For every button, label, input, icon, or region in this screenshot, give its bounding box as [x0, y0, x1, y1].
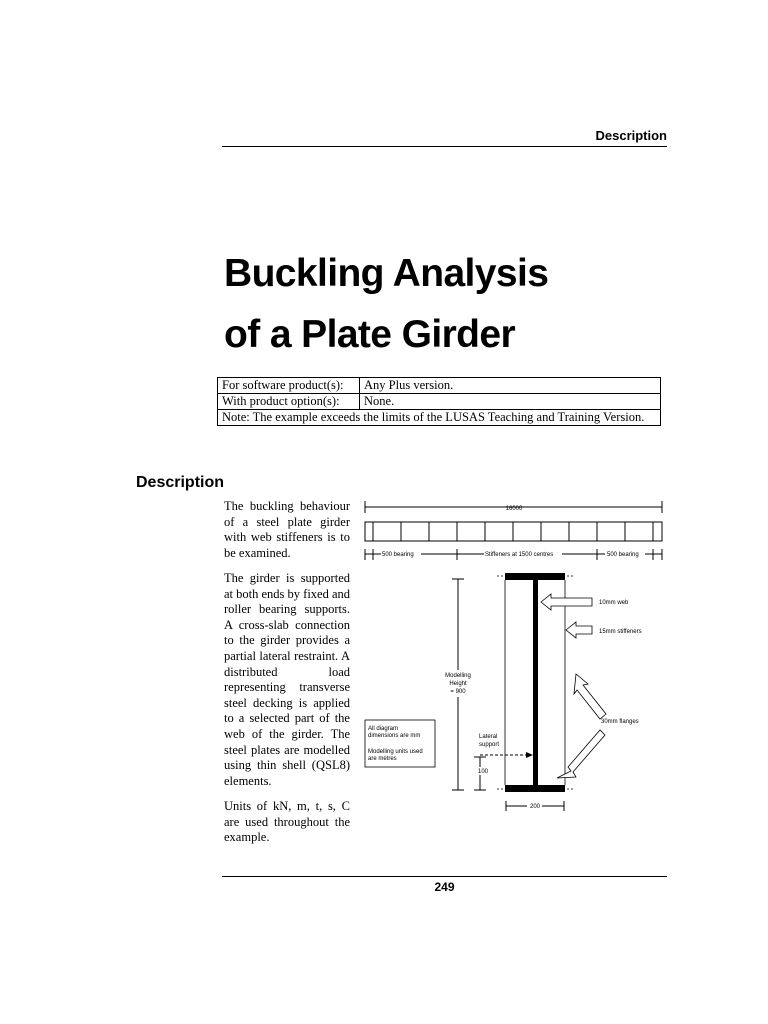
web-label: 10mm web	[599, 600, 629, 606]
version-note: Note: The example exceeds the limits of the LUSAS Teaching and Training Version.	[218, 410, 661, 426]
girder-elevation	[365, 522, 662, 541]
paragraph-supports: The girder is supported at both ends by fixed and roller bearing supports. A cross-slab connection to the girder provides a partial lateral restraint. A distributed load representing transverse steel decking is applied to a selected part of the web of the girder. The steel plates are modelled using thin shell (QSL8) elements.	[224, 571, 351, 788]
height-label-line-2: Height	[449, 681, 467, 687]
lateral-dimension-label: 100	[478, 769, 489, 775]
page-number: 249	[434, 880, 455, 894]
option-label: With product option(s):	[218, 394, 360, 410]
bottom-flange-arrow-icon	[557, 730, 605, 778]
page-title-line-2: of a Plate Girder	[224, 313, 516, 356]
note-line-4: are metres	[368, 756, 397, 762]
section-heading: Description	[136, 474, 225, 491]
software-label: For software product(s):	[218, 378, 360, 394]
width-dimension-label: 200	[529, 804, 541, 810]
bearing-left-label: 500 bearing	[382, 552, 414, 558]
paragraph-units: Units of kN, m, t, s, C are used throughout the example.	[224, 799, 350, 845]
footer-rule	[222, 876, 667, 877]
top-flange-arrow-icon	[574, 674, 606, 719]
web-arrow-icon	[541, 594, 592, 610]
note-line-2: dimensions are mm	[368, 733, 421, 739]
lateral-label-line-2: support	[479, 742, 500, 748]
height-label-line-1: Modelling	[445, 673, 471, 679]
bearing-right-label: 500 bearing	[607, 552, 639, 558]
software-value: Any Plus version.	[360, 378, 661, 394]
lateral-label-line-1: Lateral	[479, 734, 498, 740]
paragraph-intro: The buckling behaviour of a steel plate girder with web stiffeners is to be examined.	[224, 499, 350, 560]
stiffener-arrow-icon	[566, 622, 592, 638]
note-line-3: Modelling units used	[368, 749, 423, 755]
note-line-1: All diagram	[368, 726, 399, 732]
lateral-support-arrow-icon	[526, 752, 533, 758]
running-header: Description	[595, 128, 667, 143]
height-label-line-3: = 900	[450, 689, 466, 695]
option-value: None.	[360, 394, 661, 410]
span-label: 16000	[505, 506, 523, 512]
stiffener-spacing-label: Stiffeners at 1500 centres	[485, 552, 554, 558]
page-title-line-1: Buckling Analysis	[224, 252, 549, 295]
flange-label: 30mm flanges	[601, 719, 639, 725]
stiffener-label: 15mm stiffeners	[599, 629, 642, 635]
